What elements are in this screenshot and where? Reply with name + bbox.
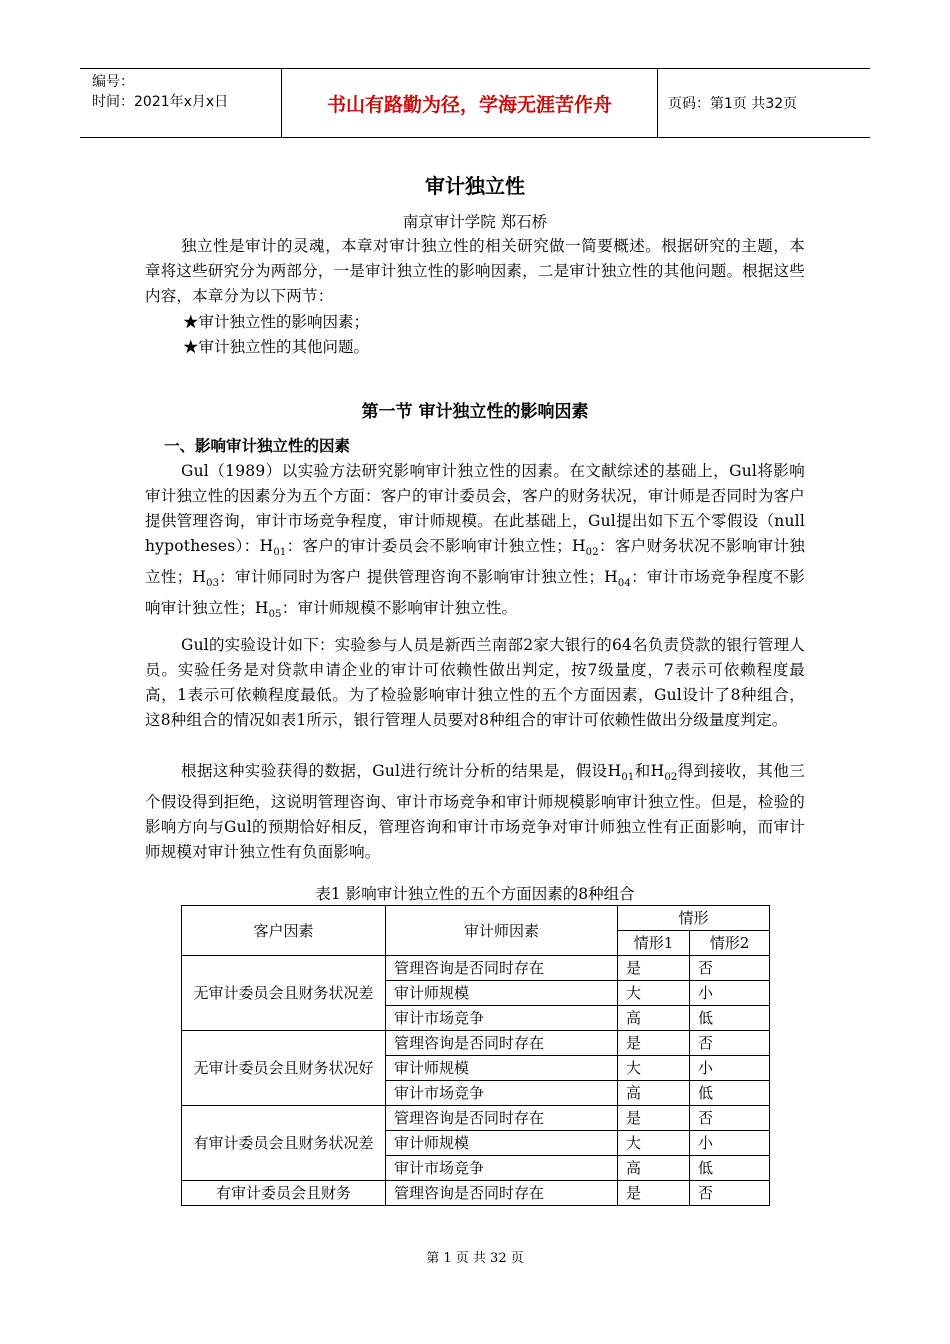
h04-subscript: 04 (617, 578, 631, 590)
intro-paragraph: 独立性是审计的灵魂，本章对审计独立性的相关研究做一简要概述。根据研究的主题，本章将这些研究分为两部分，一是审计独立性的影响因素，二是审计独立性的其他问题。根据这些内容，本章分为以下两节： (145, 237, 805, 305)
case-1-cell: 是 (618, 956, 690, 981)
header-case-1: 情形1 (618, 931, 690, 956)
header-client-factor: 客户因素 (182, 906, 386, 956)
case-1-cell: 高 (618, 1006, 690, 1031)
auditor-factor-cell: 管理咨询是否同时存在 (386, 1031, 618, 1056)
case-1-cell: 高 (618, 1156, 690, 1181)
auditor-factor-cell: 审计市场竞争 (386, 1081, 618, 1106)
document-title: 审计独立性 (425, 174, 525, 198)
p3-subscript-1: 01 (621, 772, 635, 784)
table-row (182, 1106, 770, 1131)
factors-table (181, 905, 770, 1206)
header-page-label: 页码：第1页 共32页 (668, 96, 798, 112)
table-row (182, 1181, 770, 1206)
case-2-cell: 否 (690, 1181, 770, 1206)
h01-subscript: 01 (273, 547, 287, 559)
case-2-cell: 小 (690, 1056, 770, 1081)
case-2-cell: 小 (690, 1131, 770, 1156)
auditor-factor-cell: 审计师规模 (386, 1131, 618, 1156)
client-group-cell: 有审计委员会且财务状况差 (182, 1106, 386, 1181)
case-2-cell: 低 (690, 1156, 770, 1181)
document-author: 南京审计学院 郑石桥 (402, 213, 548, 231)
p3-text-b: 和H (634, 762, 665, 780)
p1-text-d: ：审计师同时为客户 提供管理咨询不影响审计独立性；H (219, 568, 618, 587)
p3-text-c: 得到接收，其他三个假设得到拒绝，这说明管理咨询、审计市场竞争和审计师规模影响审计独立性。但是，检验的影响方向与Gul的预期恰好相反，管理咨询和审计市场竞争对审计师独立性有正面影响，而审计师规模对审计独立性有负面影响。 (145, 762, 805, 862)
header-case: 情形 (618, 906, 770, 931)
page-footer: 第 1 页 共 32 页 (426, 1251, 524, 1266)
case-2-cell: 小 (690, 981, 770, 1006)
case-1-cell: 大 (618, 981, 690, 1006)
header-motto: 书山有路勤为径，学海无涯苦作舟 (281, 69, 658, 137)
case-1-cell: 大 (618, 1056, 690, 1081)
table-row (182, 956, 770, 981)
section-heading: 第一节 审计独立性的影响因素 (361, 402, 589, 422)
header-number-label: 编号： (92, 74, 134, 90)
auditor-factor-cell: 管理咨询是否同时存在 (386, 956, 618, 981)
body-paragraph-3 (145, 759, 805, 865)
header-auditor-factor: 审计师因素 (386, 906, 618, 956)
p1-text-c: ：客户财务状况不影响审计独立性；H (145, 537, 805, 587)
case-2-cell: 低 (690, 1006, 770, 1031)
body-paragraph-1 (145, 459, 805, 627)
client-group-cell: 无审计委员会且财务状况差 (182, 956, 386, 1031)
h02-subscript: 02 (585, 547, 599, 559)
table-caption: 表1 影响审计独立性的五个方面因素的8种组合 (315, 885, 635, 903)
subsection-heading: 一、影响审计独立性的因素 (164, 437, 351, 455)
auditor-factor-cell: 审计市场竞争 (386, 1006, 618, 1031)
auditor-factor-cell: 管理咨询是否同时存在 (386, 1181, 618, 1206)
body-paragraph-2: Gul的实验设计如下：实验参与人员是新西兰南部2家大银行的64名负责贷款的银行管理人员。实验任务是对贷款申请企业的审计可依赖性做出判定，按7级量度，7表示可依赖程度最高，1表示可依赖程度最低。为了检验影响审计独立性的五个方面因素，Gul设计了8种组合，这8种组合的情况如表1所示，银行管理人员要对8种组合的审计可依赖性做出分级量度判定。 (145, 636, 805, 729)
auditor-factor-cell: 管理咨询是否同时存在 (386, 1106, 618, 1131)
case-2-cell: 否 (690, 956, 770, 981)
h05-subscript: 05 (268, 609, 282, 621)
client-group-cell: 无审计委员会且财务状况好 (182, 1031, 386, 1106)
p3-subscript-2: 02 (664, 772, 678, 784)
client-group-cell: 有审计委员会且财务 (182, 1181, 386, 1206)
page-header (80, 68, 870, 138)
auditor-factor-cell: 审计师规模 (386, 981, 618, 1006)
table-header-row (182, 906, 770, 931)
intro-bullet-1: ★审计独立性的影响因素； (183, 313, 370, 331)
p1-text-f: ：审计师规模不影响审计独立性。 (281, 599, 518, 618)
case-1-cell: 是 (618, 1106, 690, 1131)
case-1-cell: 高 (618, 1081, 690, 1106)
auditor-factor-cell: 审计师规模 (386, 1056, 618, 1081)
header-left-cell (80, 69, 281, 137)
p1-text-a: Gul（1989）以实验方法研究影响审计独立性的因素。在文献综述的基础上，Gul将影响审计独立性的因素分为五个方面：客户的审计委员会，客户的财务状况，审计师是否同时为客户提供管理咨询，审计市场竞争程度，审计师规模。在此基础上，Gul提出如下五个零假设（null hypotheses）：H (145, 462, 805, 555)
case-1-cell: 是 (618, 1181, 690, 1206)
case-2-cell: 低 (690, 1081, 770, 1106)
intro-bullet-2: ★审计独立性的其他问题。 (183, 338, 370, 356)
p3-text-a: 根据这种实验获得的数据，Gul进行统计分析的结果是，假设H (181, 762, 622, 780)
case-2-cell: 否 (690, 1106, 770, 1131)
case-1-cell: 是 (618, 1031, 690, 1056)
case-1-cell: 大 (618, 1131, 690, 1156)
header-date-label: 时间：2021年x月x日 (92, 94, 229, 110)
auditor-factor-cell: 审计市场竞争 (386, 1156, 618, 1181)
h03-subscript: 03 (206, 578, 220, 590)
p1-text-b: ：客户的审计委员会不影响审计独立性；H (286, 537, 586, 555)
header-case-2: 情形2 (690, 931, 770, 956)
case-2-cell: 否 (690, 1031, 770, 1056)
p1-text-e: ：审计市场竞争程度不影响审计独立性；H (145, 568, 805, 618)
table-row (182, 1031, 770, 1056)
